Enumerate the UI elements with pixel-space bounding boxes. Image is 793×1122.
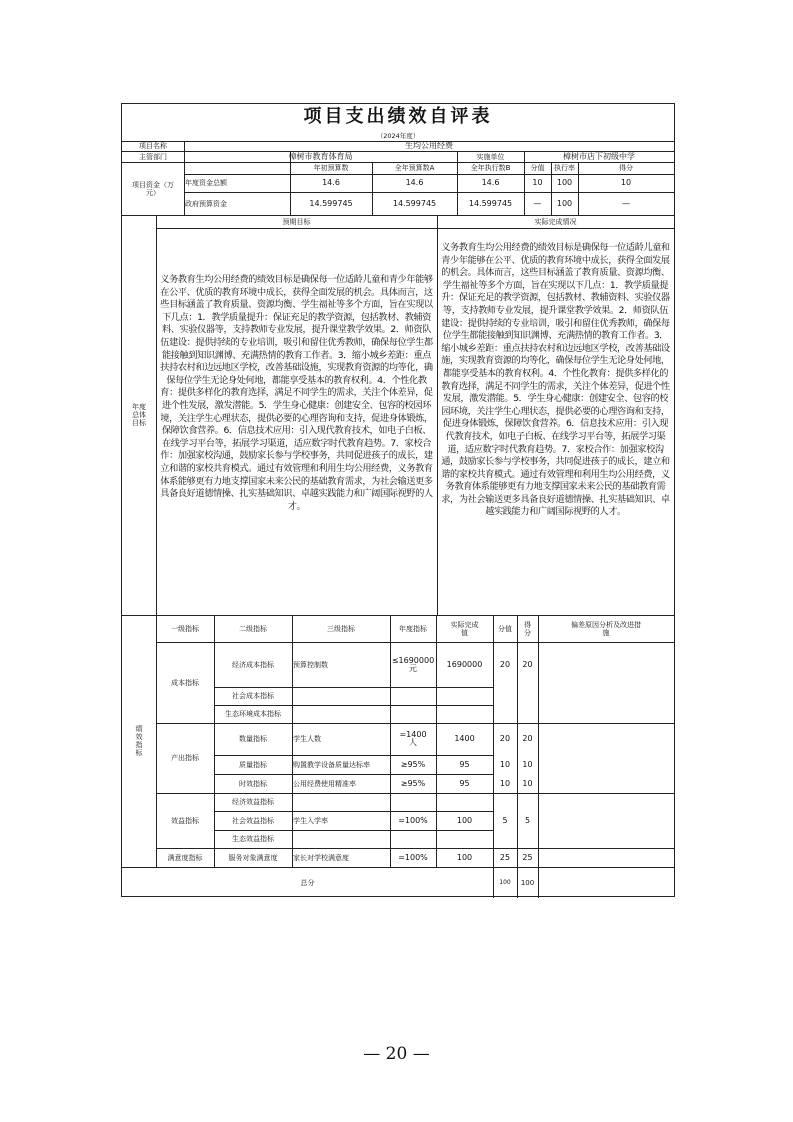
- indicator-row-6-got: [517, 793, 538, 811]
- indicator-row-5-score: 10: [499, 778, 511, 788]
- funds-row-gov-c1: 14.599745: [309, 198, 353, 208]
- indicator-row-2-l3: [292, 705, 390, 723]
- indicator-row-7-l2: 社会效益指标: [232, 816, 274, 825]
- indicator-row-2-actual: [436, 705, 493, 723]
- indicator-row-9-l2: 服务对象满意度: [228, 853, 278, 862]
- header-actual-value: 实际完成值: [450, 620, 479, 637]
- level1-satisfaction: 满意度指标: [167, 853, 203, 862]
- funds-row-gov-c3: 14.599745: [468, 198, 513, 208]
- page-number: — 20 —: [363, 1044, 430, 1064]
- header-deviation-analysis: 偏差原因分析及改进措施: [571, 620, 641, 637]
- indicator-row-3-l2: 数量指标: [239, 735, 267, 743]
- project-name-value: 生均公用经费: [405, 141, 453, 150]
- funds-header-3: 全年执行数B: [470, 164, 511, 172]
- indicator-row-2-got: [517, 705, 538, 723]
- evaluation-table: [121, 103, 675, 897]
- indicator-row-8-l3: [292, 830, 390, 848]
- funds-row-total-got: 10: [620, 178, 632, 187]
- indicator-row-6-actual: [436, 793, 493, 811]
- indicator-row-0-actual: 1690000: [446, 659, 483, 669]
- indicator-row-9-actual: 100: [456, 852, 473, 862]
- total-got: 100: [520, 878, 535, 887]
- indicator-row-5-got: 10: [522, 778, 533, 788]
- funds-header-got: 得分: [619, 164, 633, 172]
- indicator-row-5-target: ≥95%: [400, 778, 426, 788]
- indicator-row-7-got: 5: [524, 815, 531, 825]
- indicator-row-1-actual: [436, 687, 493, 705]
- indicator-row-8-target: [390, 830, 436, 848]
- funds-header-rate: 执行率: [554, 164, 575, 172]
- indicator-row-8-got: [517, 830, 538, 848]
- indicator-row-8-score: [493, 830, 517, 848]
- dept-value: 樟树市教育体育局: [288, 151, 353, 161]
- indicator-row-3-l3: 学生人数: [293, 735, 321, 743]
- expected-goal-header: 预期目标: [282, 217, 311, 226]
- header-got: 得分: [524, 620, 531, 637]
- indicator-row-8-actual: [436, 830, 493, 848]
- indicator-row-0-l2: 经济成本指标: [232, 660, 274, 669]
- indicator-row-1-got: [517, 687, 538, 705]
- indicator-row-0-score: 20: [499, 659, 511, 669]
- actual-completion-text: 义务教育生均公用经费的绩效目标是确保每一位适龄儿童和青少年能够在公平、优质的教育环境中成长，获得全面发展的机会。具体而言，这些目标涵盖了教育质量、资源均衡、学生福祉等多个方面，旨在实现以下几点：1．教学质量提升：保证充足的教学资源，包括教材、教辅资料、实验仪器等，支持教师专业发展，提升课堂教学效果。2．师资队伍建设：提供持续的专业培训，吸引和留住优秀教师，确保每位学生都能接触到知识渊博、充满热情的教育工作者。3．缩小城乡差距：重点扶持农村和边远地区学校，改善基础设施，实现教育资源的均等化，确保每位学生无论身处何地，都能享受基本的教育权利。4．个性化教育：提供多样化的教育选择，满足不同学生的需求，关注个体差异，促进个性发展，激发潜能。5．学生身心健康：创建安全、包容的校园环境，关注学生心理状态，提供必要的心理咨询和支持，促进身体锻炼，保障饮食营养。6．信息技术应用：引入现代教育技术，如电子白板、在线学习平台等，拓展学习渠道，适应数字时代教育趋势。7．家校合作：加强家校沟通，鼓励家长参与学校事务，共同促进孩子的成长，建立和谐的家校共育模式。通过有效管理和利用生均公用经费，义务教育体系能够更有力地支撑国家未来公民的基础教育需求，为社会输送更多具备良好道德情操、扎实基础知识、卓越实践能力和广阔国际视野的人才。: [441, 242, 670, 518]
- funds-header-1: 年初预算数: [313, 164, 349, 172]
- indicator-row-7-score: 5: [502, 815, 508, 825]
- indicator-row-1-l2: 社会成本指标: [232, 692, 274, 700]
- indicator-row-9-got: 25: [522, 852, 533, 862]
- funds-row-total-c2: 14.6: [405, 178, 424, 187]
- dept-label: 主管部门: [139, 152, 167, 161]
- level1-cost: 成本指标: [171, 678, 199, 687]
- indicator-row-4-actual: 95: [459, 759, 470, 769]
- indicator-row-4-target: ≥95%: [400, 759, 426, 769]
- indicator-row-8-l2: 生态效益指标: [232, 835, 274, 843]
- impl-unit-label: 实施单位: [476, 152, 505, 161]
- indicator-row-9-l3: 家长对学校满意度: [293, 853, 349, 862]
- level1-benefit: 效益指标: [171, 816, 199, 825]
- indicator-row-3-score: 20: [499, 734, 511, 743]
- funds-row-total-rate: 100: [556, 178, 573, 187]
- page-title: 项目支出绩效自评表: [303, 106, 493, 127]
- funds-header-score: 分值: [530, 164, 545, 172]
- indicator-row-4-got: 10: [522, 759, 533, 769]
- header-level3: 三级指标: [327, 624, 355, 633]
- header-annual-target: 年度指标: [399, 624, 427, 633]
- indicator-row-9-target: =100%: [398, 852, 428, 862]
- indicator-row-2-target: [390, 705, 436, 723]
- funds-header-2: 全年预算数A: [394, 164, 435, 172]
- total-score: 100: [499, 878, 511, 886]
- indicator-row-1-score: [493, 687, 517, 705]
- funds-row-gov-score: —: [533, 198, 542, 208]
- funds-row-total-c3: 14.6: [481, 178, 500, 187]
- indicator-row-4-l2: 质量指标: [239, 760, 267, 769]
- indicator-row-1-target: [390, 687, 436, 705]
- indicator-row-7-actual: 100: [456, 815, 473, 825]
- funds-row-total-name: 年度资金总额: [185, 179, 227, 187]
- indicator-row-7-l3: 学生入学率: [293, 816, 328, 825]
- funds-label: 项目资金（万元）: [132, 180, 174, 197]
- funds-row-total-score: 10: [532, 178, 543, 187]
- project-name-label: 项目名称: [139, 142, 167, 150]
- indicator-row-3-actual: 1400: [454, 734, 475, 743]
- funds-row-total-c1: 14.6: [322, 178, 340, 187]
- indicator-row-6-score: [493, 793, 517, 811]
- funds-row-gov-name: 政府预算资金: [185, 199, 227, 208]
- indicator-row-4-score: 10: [499, 759, 511, 769]
- total-label: 总分: [300, 878, 315, 887]
- indicator-row-3-got: 20: [522, 734, 533, 743]
- indicator-row-2-l2: 生态环境成本指标: [225, 710, 281, 718]
- funds-row-gov-got: —: [622, 198, 630, 208]
- indicator-row-6-target: [390, 793, 436, 811]
- annual-goal-label: 年度总体目标: [132, 403, 146, 427]
- header-score: 分值: [498, 624, 512, 633]
- indicator-row-0-got: 20: [522, 659, 533, 669]
- indicator-row-6-l3: [292, 793, 390, 811]
- header-level2: 二级指标: [239, 624, 267, 633]
- indicator-row-0-l3: 预算控制数: [293, 660, 328, 669]
- actual-completion-header: 实际完成情况: [534, 217, 577, 226]
- indicator-row-5-actual: 95: [459, 778, 470, 788]
- expected-goal-text: 义务教育生均公用经费的绩效目标是确保每一位适龄儿童和青少年能够在公平、优质的教育环境中成长，获得全面发展的机会。具体而言，这些目标涵盖了教育质量、资源均衡、学生福祉等多个方面，旨在实现以下几点：1．教学质量提升：保证充足的教学资源，包括教材、教辅资料、实验仪器等，支持教师专业发展，提升课堂教学效果。2．师资队伍建设：提供持续的专业培训，吸引和留住优秀教师，确保每位学生都能接触到知识渊博、充满热情的教育工作者。3．缩小城乡差距：重点扶持农村和边远地区学校，改善基础设施，实现教育资源的均等化，确保每位学生无论身处何地，都能享受基本的教育权利。4．个性化教育：提供多样化的教育选择，满足不同学生的需求，关注个体差异，促进个性发展，激发潜能。5．学生身心健康：创建安全、包容的校园环境，关注学生心理状态，提供必要的心理咨询和支持，促进身体锻炼，保障饮食营养。6．信息技术应用：引入现代教育技术，如电子白板、在线学习平台等，拓展学习渠道，适应数字时代教育趋势。7．家校合作：加强家校沟通，鼓励家长参与学校事务，共同促进孩子的成长，建立和谐的家校共育模式。通过有效管理和利用生均公用经费，义务教育体系能够更有力地支撑国家未来公民的基础教育需求，为社会输送更多具备良好道德情操、扎实基础知识、卓越实践能力和广阔国际视野的人才。: [160, 274, 433, 512]
- funds-row-gov-rate: 100: [556, 198, 573, 208]
- indicator-row-2-score: [493, 705, 517, 723]
- indicator-row-6-l2: 经济效益指标: [232, 798, 274, 806]
- indicator-row-1-l3: [292, 687, 390, 705]
- indicator-row-0-target: ≤1690000元: [391, 655, 435, 673]
- performance-indicator-label: 绩效指标: [135, 725, 143, 757]
- indicator-row-5-l3: 公用经费使用精准率: [293, 779, 356, 788]
- indicator-row-7-target: =100%: [398, 815, 428, 825]
- indicator-row-4-l3: 购置教学设备质量达标率: [293, 760, 370, 769]
- level1-output: 产出指标: [171, 754, 199, 762]
- indicator-row-9-score: 25: [499, 852, 511, 862]
- indicator-row-5-l2: 时效指标: [239, 779, 267, 788]
- header-level1: 一级指标: [171, 624, 199, 633]
- year-label: （2024年度）: [376, 131, 420, 140]
- funds-row-gov-c2: 14.599745: [392, 198, 437, 208]
- indicator-row-3-target: =1400人: [399, 730, 427, 747]
- impl-unit-value: 樟树市店下初级中学: [563, 151, 635, 161]
